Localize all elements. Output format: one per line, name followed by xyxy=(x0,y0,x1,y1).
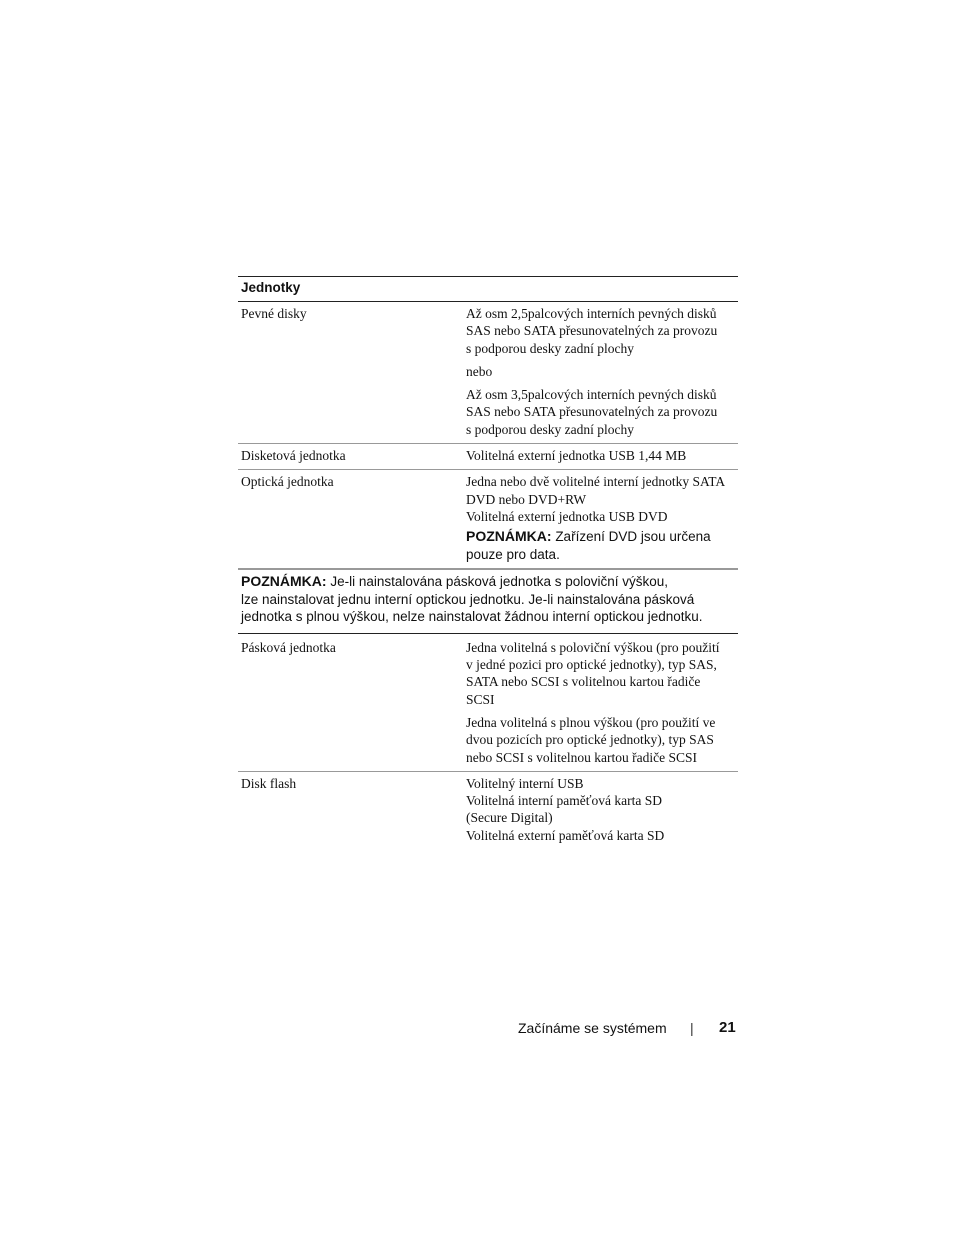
value-line: SAS nebo SATA přesunovatelných za provozu xyxy=(466,404,718,420)
value-line: Jedna nebo dvě volitelné interní jednotky SATA xyxy=(466,474,726,490)
table-row-floppy-drive xyxy=(238,444,738,470)
value-paragraph xyxy=(466,363,738,380)
footer-title: Začínáme se systémem xyxy=(518,1020,667,1036)
table-row-hard-drives xyxy=(238,302,738,444)
value-paragraph xyxy=(466,473,738,525)
value-line: Volitelná interní paměťová karta SD xyxy=(466,793,662,809)
table-row-optical-drive xyxy=(238,470,738,569)
value-paragraph xyxy=(466,639,738,708)
note-text: Zařízení DVD jsou určena xyxy=(555,529,711,545)
row-value xyxy=(466,304,738,438)
drives-spec-table xyxy=(238,276,738,849)
note-label: POZNÁMKA: xyxy=(241,573,327,590)
value-line: s podporou desky zadní plochy xyxy=(466,421,634,437)
page-number: 21 xyxy=(719,1019,736,1036)
note-text: pouze pro data. xyxy=(466,546,560,562)
value-paragraph xyxy=(466,714,738,766)
value-line: SAS nebo SATA přesunovatelných za provozu xyxy=(466,323,718,339)
row-value xyxy=(466,472,738,563)
row-value xyxy=(466,774,738,844)
value-line: Volitelný interní USB xyxy=(466,775,584,791)
tape-drive-note xyxy=(238,569,738,634)
row-value xyxy=(466,638,738,766)
value-line: DVD nebo DVD+RW xyxy=(466,491,587,507)
row-label: Pevné disky xyxy=(241,306,307,321)
value-line: Jedna volitelná s poloviční výškou (pro použití xyxy=(466,639,720,655)
row-label: Pásková jednotka xyxy=(241,639,336,655)
value-line: s podporou desky zadní plochy xyxy=(466,340,634,356)
value-line: SCSI xyxy=(466,691,495,707)
inline-note xyxy=(466,528,738,563)
value-paragraph xyxy=(466,305,738,357)
value-line: Až osm 3,5palcových interních pevných disků xyxy=(466,387,717,403)
value-paragraph xyxy=(466,447,738,464)
value-line: nebo SCSI s volitelnou kartou řadiče SCSI xyxy=(466,749,697,765)
value-line: Volitelná externí paměťová karta SD xyxy=(466,827,665,843)
table-row-tape-drive xyxy=(238,634,738,772)
value-line: Volitelná externí jednotka USB 1,44 MB xyxy=(466,448,687,464)
note-label: POZNÁMKA: xyxy=(466,528,552,545)
value-line: Jedna volitelná s plnou výškou (pro použití ve xyxy=(466,714,716,730)
value-line: nebo xyxy=(466,363,493,379)
note-text: lze nainstalovat jednu interní optickou jednotku. Je-li nainstalována pásková xyxy=(241,591,695,607)
value-line: SATA nebo SCSI s volitelnou kartou řadiče xyxy=(466,674,701,690)
value-line: dvou pozicích pro optické jednotky), typ SAS xyxy=(466,732,714,748)
value-paragraph xyxy=(466,386,738,438)
footer-separator: | xyxy=(690,1020,694,1036)
section-title: Jednotky xyxy=(238,277,738,302)
value-line: (Secure Digital) xyxy=(466,810,553,826)
row-value xyxy=(466,446,738,464)
value-paragraph xyxy=(466,775,738,844)
value-line: Až osm 2,5palcových interních pevných disků xyxy=(466,306,717,321)
value-line: Volitelná externí jednotka USB DVD xyxy=(466,508,668,524)
row-label: Disk flash xyxy=(241,775,297,791)
row-label: Optická jednotka xyxy=(241,474,334,490)
note-text: Je-li nainstalována pásková jednotka s poloviční výškou, xyxy=(330,574,669,590)
row-label: Disketová jednotka xyxy=(241,448,346,464)
note-text: jednotka s plnou výškou, nelze nainstalovat žádnou interní optickou jednotku. xyxy=(241,609,703,625)
table-row-flash-disk xyxy=(238,772,738,849)
value-line: v jedné pozici pro optické jednotky), typ SAS, xyxy=(466,657,717,673)
